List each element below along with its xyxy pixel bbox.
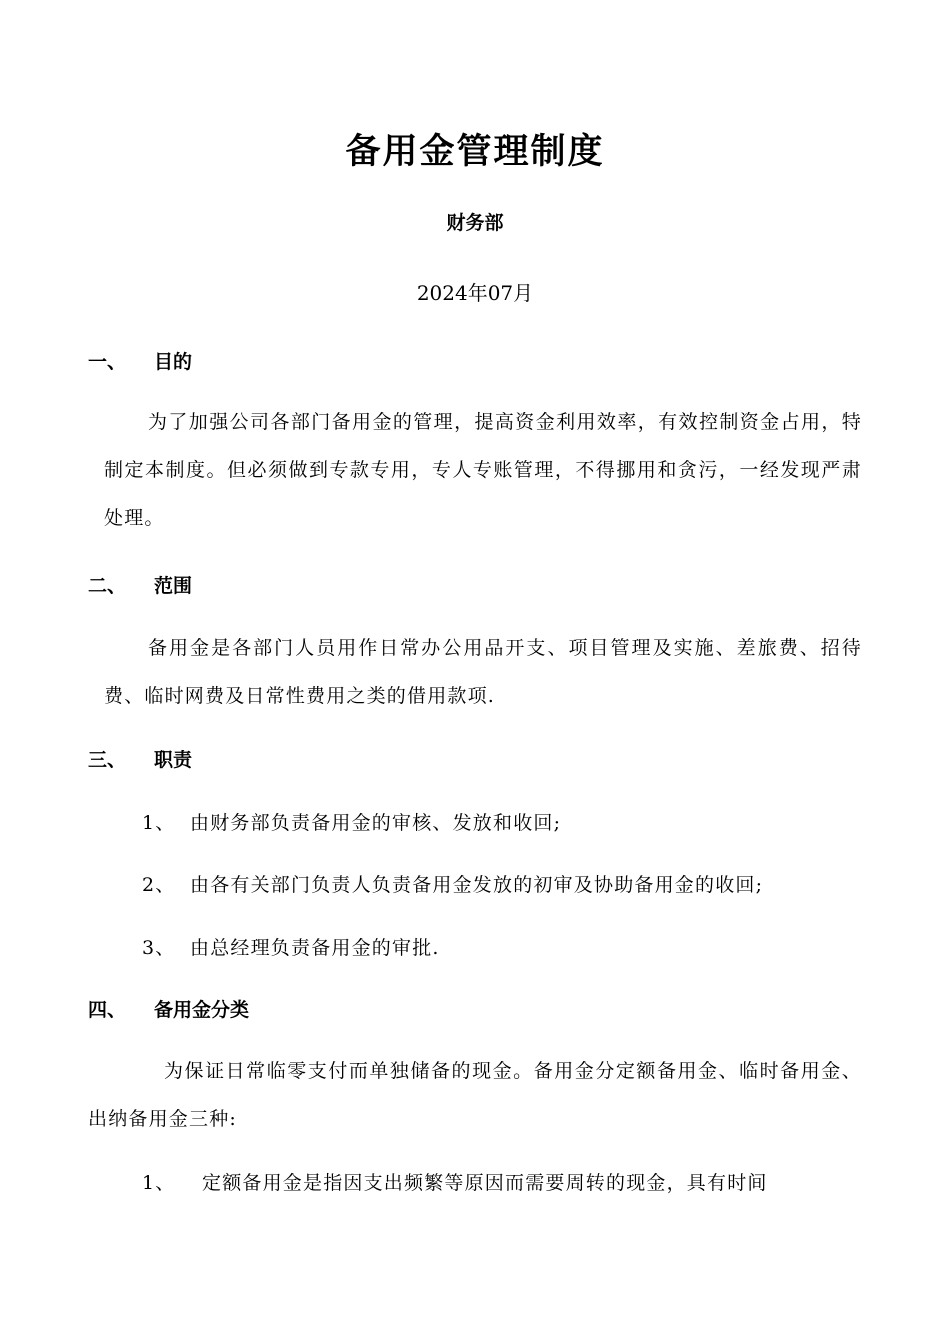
- list-item-text: 由财务部负责备用金的审核、发放和收回;: [190, 812, 562, 834]
- section-number: 四、: [88, 999, 127, 1021]
- section-number: 三、: [88, 749, 127, 771]
- list-item-number: 1、: [142, 1172, 176, 1194]
- document-date: 2024年07月: [416, 281, 534, 305]
- list-item: [142, 1168, 768, 1198]
- section-heading-scope: [88, 571, 192, 601]
- list-item: [142, 870, 763, 900]
- list-item-text: 定额备用金是指因支出频繁等原因而需要周转的现金，具有时间: [202, 1172, 768, 1194]
- section-title: 职责: [154, 749, 193, 771]
- section-title: 目的: [154, 351, 193, 373]
- list-item: [142, 808, 561, 838]
- section-paragraph: 备用金是各部门人员用作日常办公用品开支、项目管理及实施、差旅费、招待费、临时网费及日常性费用之类的借用款项.: [104, 637, 862, 707]
- section-title: 范围: [154, 575, 193, 597]
- section-paragraph: 为保证日常临零支付而单独储备的现金。备用金分定额备用金、临时备用金、出纳备用金三种:: [88, 1060, 862, 1130]
- section-heading-purpose: [88, 347, 192, 377]
- section-heading-responsibilities: [88, 745, 192, 775]
- list-item-number: 3、: [142, 937, 176, 959]
- section-number: 一、: [88, 351, 127, 373]
- document-department: 财务部: [446, 212, 504, 234]
- document-title: 备用金管理制度: [345, 131, 605, 172]
- list-item: [142, 933, 440, 963]
- section-paragraph: 为了加强公司各部门备用金的管理，提高资金利用效率，有效控制资金占用，特制定本制度。但必须做到专款专用，专人专账管理，不得挪用和贪污，一经发现严肃处理。: [104, 411, 862, 529]
- section-heading-categories: [88, 995, 249, 1025]
- section-title: 备用金分类: [154, 999, 250, 1021]
- list-item-number: 1、: [142, 812, 176, 834]
- section-number: 二、: [88, 575, 127, 597]
- list-item-text: 由总经理负责备用金的审批.: [190, 937, 440, 959]
- list-item-number: 2、: [142, 874, 176, 896]
- list-item-text: 由各有关部门负责人负责备用金发放的初审及协助备用金的收回;: [190, 874, 764, 896]
